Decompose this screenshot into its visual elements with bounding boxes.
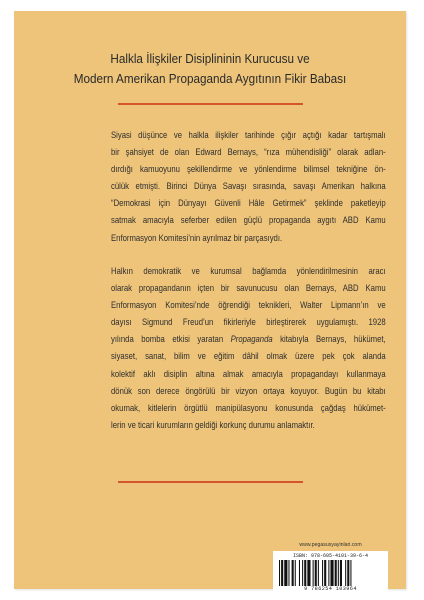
blurb-line: bir şahsiyet de olan Edward Bernays, “rıza mühendisliği” olarak adlan- bbox=[111, 147, 386, 158]
blurb-line: satmak amacıyla seferber edilen güçlü propaganda aygıtı ABD Kamu bbox=[111, 215, 386, 226]
cover-title-line-2: Modern Amerikan Propaganda Aygıtının Fikir Babası bbox=[73, 72, 347, 86]
barcode-digits: 9 786254 103964 bbox=[304, 586, 357, 592]
blurb-line: dırdığı kamuoyunu şekillendirme ve yönlendirme bilimsel tekniğine ön- bbox=[111, 164, 386, 175]
blurb-line: cülük etmişti. Birinci Dünya Savaşı sırasında, savaşı Amerikan halkına bbox=[111, 181, 386, 192]
blurb-line: dayısı Sigmund Freud’un fikirleriyle birleştirerek uygulamıştı. 1928 bbox=[111, 317, 386, 328]
blurb-line bbox=[111, 331, 386, 348]
book-title-italic: Propaganda bbox=[230, 334, 273, 345]
blurb-line: kolektif aklı disiplin altına almak amacıyla propagandayı kullanmaya bbox=[111, 368, 386, 379]
blurb-text: yılında bomba etkisi yaratan bbox=[111, 334, 231, 345]
blurb-line: siyaset, sanat, bilim ve eğitim dâhil olmak üzere pek çok alanda bbox=[111, 351, 386, 362]
cover-title bbox=[28, 49, 393, 89]
blurb-line: Halkın demokratik ve kurumsal bağlamda yönlendirilmesinin aracı bbox=[111, 266, 386, 276]
top-divider-rule bbox=[118, 103, 303, 105]
blurb-line: olarak propagandanın içten bir savunucusu olan Bernays, ABD Kamu bbox=[111, 283, 386, 294]
blurb-line: okumak, kitlelerin örgütlü manipülasyonu konusunda çağdaş hükümet- bbox=[111, 402, 386, 413]
blurb-paragraph-2 bbox=[111, 263, 386, 434]
isbn-text: ISBN: 978-605-4101-39-6-4 bbox=[292, 553, 368, 559]
blurb-paragraph-1 bbox=[111, 127, 386, 247]
blurb-line: Siyasi düşünce ve halkla ilişkiler tarihinde çığır açtığı kadar tartışmalı bbox=[111, 130, 386, 140]
blurb-line: Enformasyon Komitesi’nin ayrılmaz bir parçasıydı. bbox=[111, 232, 283, 243]
cover-title-line-1: Halkla İlişkiler Disiplininin Kurucusu ve bbox=[110, 52, 310, 66]
blurb-line: “Demokrasi için Dünyayı Güvenli Hâle Getirmek” şeklinde paketleyip bbox=[111, 198, 386, 209]
publisher-url: www.pegasusyayinlari.com bbox=[299, 542, 362, 548]
blurb-line: lerin ve ticari kurumların geldiği korkunç durumu anlamaktır. bbox=[111, 419, 315, 430]
blurb-line: Enformasyon Komitesi’nde öğrendiği teknikleri, Walter Lipmann’ın ve bbox=[111, 300, 386, 311]
blurb-text: kitabıyla Bernays, hükümet, bbox=[272, 334, 386, 345]
blurb-line: dönük son derece öngörülü bir vizyon ortaya koyuyor. Bugün bu kitabı bbox=[111, 385, 386, 396]
